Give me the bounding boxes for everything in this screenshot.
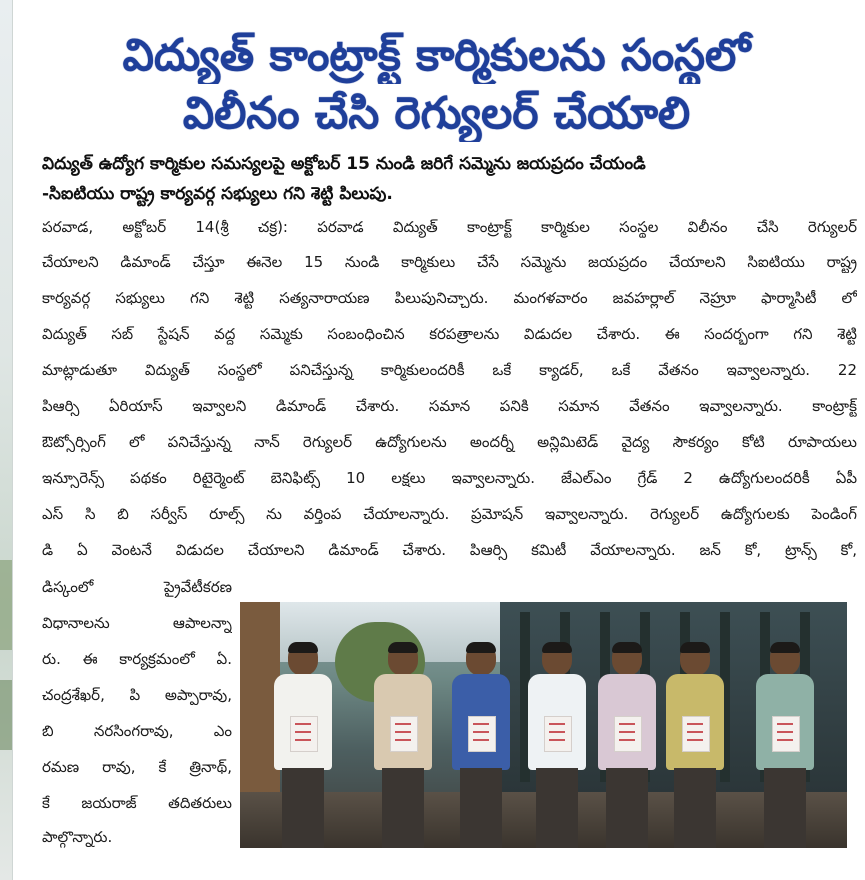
- photo-person: [522, 642, 592, 848]
- article-line: విద్యుత్ సబ్ స్టేషన్ వద్ద సమ్మెకు సంబంధించిన కరపత్రాలను విడుదల చేశారు. ఈ సందర్భంగా గని శెట్టి: [42, 325, 857, 343]
- article-line: పిఆర్సి ఏరియాస్ ఇవ్వాలని డిమాండ్ చేశారు. సమాన పనికి సమాన వేతనం ఇవ్వాలన్నారు. కాంట్రాక్ట్: [42, 397, 857, 415]
- article-line: కార్యవర్గ సభ్యులు గని శెట్టి సత్యనారాయణ పిలుపునిచ్చారు. మంగళవారం జవహర్లాల్ నెహ్రూ ఫార్మాసిటీ లో: [42, 289, 857, 307]
- article-line: పరవాడ, అక్టోబర్ 14(శ్రీ చక్ర): పరవాడ విద్యుత్ కాంట్రాక్ట్ కార్మికుల సంస్థల విలీనం చేసి రెగ్యులర్: [42, 218, 857, 236]
- article-narrow-line: విధానాలను ఆపాలన్నా: [42, 614, 232, 632]
- headline-line-1: విద్యుత్ కాంట్రాక్ట్ కార్మికులను సంస్థలో: [122, 30, 751, 81]
- pamphlet: [614, 716, 642, 752]
- article-narrow-line: పాల్గొన్నారు.: [42, 828, 113, 846]
- article-narrow-line: కే జయరాజ్ తదితరులు: [42, 794, 232, 812]
- pamphlet: [772, 716, 800, 752]
- pamphlet: [682, 716, 710, 752]
- pamphlet: [290, 716, 318, 752]
- photo-person: [592, 642, 662, 848]
- subheadline-line-1: విద్యుత్ ఉద్యోగ కార్మికుల సమస్యలపై అక్టోబర్ 15 నుండి జరిగే సమ్మెను జయప్రదం చేయండి: [42, 154, 646, 174]
- photo-person: [750, 642, 820, 848]
- article-line: ఎస్ సి బి సర్వీస్ రూల్స్ ను వర్తింప చేయాలన్నారు. ప్రమోషన్ ఇవ్వాలన్నారు. రెగ్యులర్ ఉద్యోగులకు పెండింగ్: [42, 505, 857, 523]
- article-line: మాట్లాడుతూ విద్యుత్ సంస్థలో పనిచేస్తున్న కార్మికులందరికీ ఒకే క్యాడర్, ఒకే వేతనం ఇవ్వాలన్నారు. 22: [42, 361, 857, 379]
- article-line: డి ఏ వెంటనే విడుదల చేయాలని డిమాండ్ చేశారు. పిఆర్సి కమిటీ వేయాలన్నారు. జన్ కో, ట్రాన్స్ కో,: [42, 541, 857, 559]
- left-edge-foliage: [0, 560, 12, 650]
- photo-person: [660, 642, 730, 848]
- pamphlet: [390, 716, 418, 752]
- article-line: ఔట్సోర్సింగ్ లో పనిచేస్తున్న నాన్ రెగ్యులర్ ఉద్యోగులను అందర్నీ అన్లిమిటెడ్ వైద్య సౌకర్యం కోటి రూపాయలు: [42, 433, 857, 451]
- pamphlet: [544, 716, 572, 752]
- article-line: చేయాలని డిమాండ్ చేస్తూ ఈనెల 15 నుండి కార్మికులు చేసే సమ్మెను జయప్రదం చేయాలని సిఐటియు రాష్ట్ర: [42, 253, 857, 271]
- subheadline-line-2: -సిఐటియు రాష్ట్ర కార్యవర్గ సభ్యులు గని శెట్టి పిలుపు.: [42, 184, 393, 204]
- article-line: ఇన్సూరెన్స్ పథకం రిటైర్మెంట్ బెనిఫిట్స్ 10 లక్షలు ఇవ్వాలన్నారు. జేఎల్ఎం గ్రేడ్ 2 ఉద్యోగులందరికీ ఏపీ: [42, 469, 857, 487]
- pamphlet: [468, 716, 496, 752]
- article-narrow-line: డిస్కంలో ప్రైవేటీకరణ: [42, 578, 232, 596]
- left-edge-foliage-lower: [0, 680, 12, 750]
- photo-person: [446, 642, 516, 848]
- photo-person: [368, 642, 438, 848]
- article-narrow-line: రు. ఈ కార్యక్రమంలో ఏ.: [42, 650, 232, 668]
- article-narrow-line: రమణ రావు, కే త్రినాథ్,: [42, 758, 232, 776]
- headline-line-2: విలీనం చేసి రెగ్యులర్ చేయాలి: [182, 88, 691, 139]
- article-narrow-line: బి నరసింగరావు, ఎం: [42, 722, 232, 740]
- photo-person: [268, 642, 338, 848]
- news-photo: [240, 602, 847, 848]
- left-edge-strip: [0, 0, 13, 880]
- article-narrow-line: చంద్రశేఖర్, పి అప్పారావు,: [42, 686, 232, 704]
